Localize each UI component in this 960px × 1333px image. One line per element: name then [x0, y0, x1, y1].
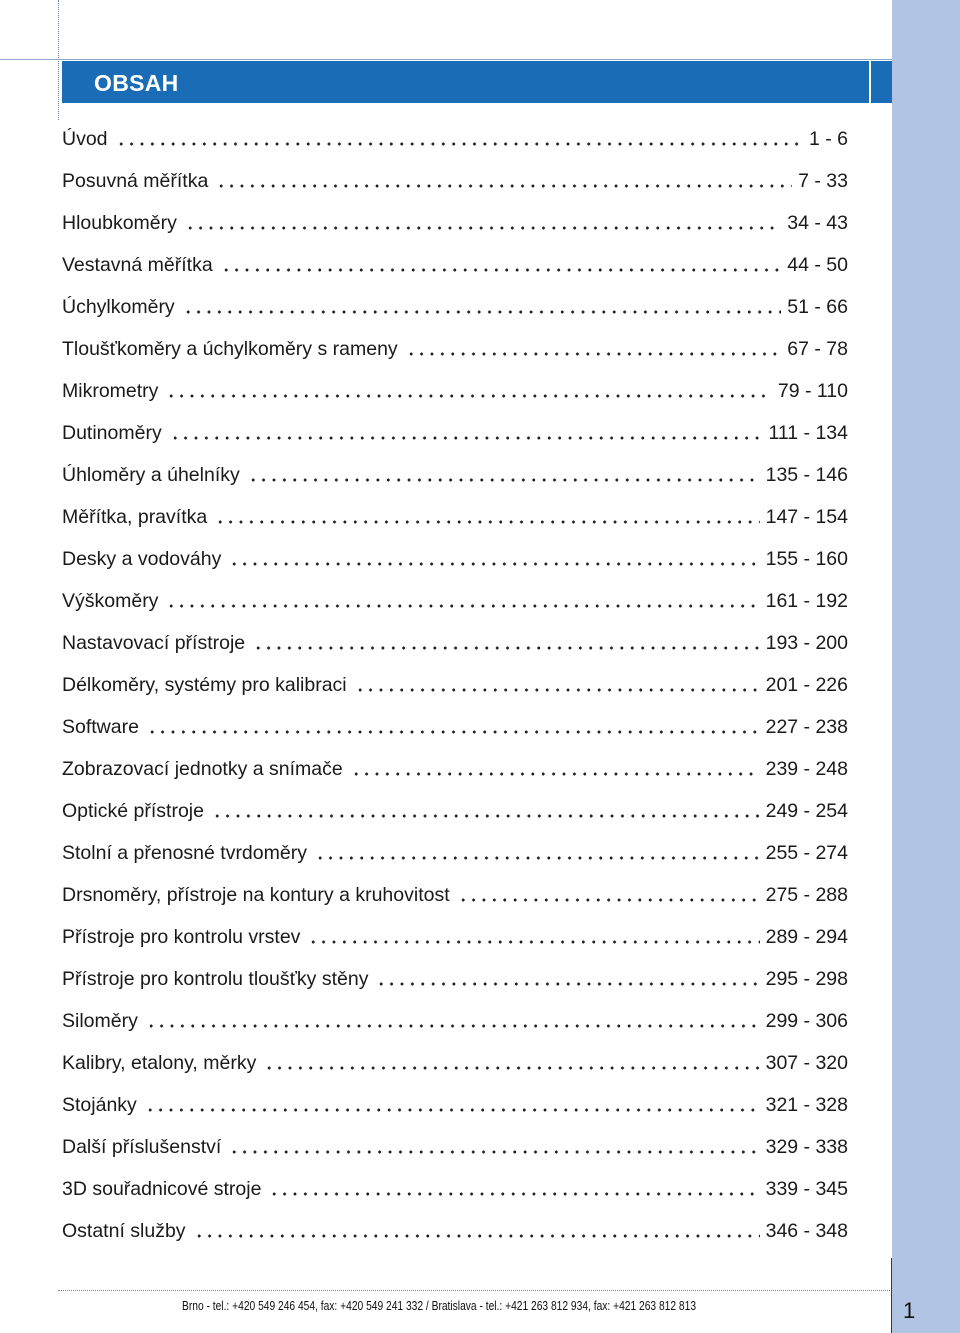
toc-entry-pages: 339 - 345 [765, 1177, 848, 1200]
toc-entry-title: Ostatní služby [62, 1219, 186, 1242]
toc-entry-title: Úhloměry a úhelníky [62, 463, 240, 486]
toc-entry [62, 958, 848, 1000]
toc-entry-title: Optické přístroje [62, 799, 204, 822]
toc-entry-title: Další příslušenství [62, 1135, 222, 1158]
toc-dot-leader [146, 1023, 760, 1029]
toc-entry-pages: 255 - 274 [765, 841, 848, 864]
toc-entry-pages: 67 - 78 [787, 337, 848, 360]
toc-entry [62, 286, 848, 328]
toc-entry-pages: 346 - 348 [765, 1219, 848, 1242]
toc-dot-leader [264, 1065, 759, 1071]
toc-entry-pages: 111 - 134 [768, 421, 848, 444]
toc-entry-title: Desky a vodováhy [62, 547, 222, 570]
toc-entry [62, 454, 848, 496]
toc-entry-pages: 135 - 146 [765, 463, 848, 486]
toc-dot-leader [315, 855, 760, 861]
toc-dot-leader [183, 309, 782, 315]
toc-entry [62, 412, 848, 454]
toc-entry [62, 202, 848, 244]
footer-contact: Brno - tel.: +420 549 246 454, fax: +420 549 241 332 / Bratislava - tel.: +421 263 812 934, fax: +421 263 812 813 [182, 1299, 697, 1313]
toc-dot-leader [351, 771, 760, 777]
toc-entry-pages: 299 - 306 [765, 1009, 848, 1032]
toc-entry-title: Mikrometry [62, 379, 159, 402]
toc-entry-pages: 44 - 50 [787, 253, 848, 276]
toc-entry-pages: 79 - 110 [777, 379, 848, 402]
toc-dot-leader [194, 1233, 760, 1239]
section-header-bar-end [871, 61, 892, 103]
toc-entry-pages: 239 - 248 [765, 757, 848, 780]
toc-entry-title: Přístroje pro kontrolu tloušťky stěny [62, 967, 369, 990]
toc-entry [62, 706, 848, 748]
side-color-band [892, 0, 960, 1333]
toc-entry [62, 118, 848, 160]
toc-entry-pages: 155 - 160 [765, 547, 848, 570]
toc-dot-leader [212, 813, 760, 819]
toc-entry-pages: 227 - 238 [765, 715, 848, 738]
table-of-contents [62, 118, 848, 1252]
toc-entry-title: Dutinoměry [62, 421, 162, 444]
toc-entry-title: Siloměry [62, 1009, 138, 1032]
footer-separator [891, 1258, 892, 1333]
toc-dot-leader [229, 1149, 759, 1155]
toc-entry-pages: 249 - 254 [765, 799, 848, 822]
toc-dot-leader [166, 393, 771, 399]
toc-dot-leader [269, 1191, 759, 1197]
toc-entry-title: Výškoměry [62, 589, 159, 612]
toc-entry [62, 1084, 848, 1126]
toc-entry-title: Drsnoměry, přístroje na kontury a kruhovitost [62, 883, 450, 906]
toc-entry [62, 916, 848, 958]
toc-entry-pages: 329 - 338 [765, 1135, 848, 1158]
margin-guide-line [58, 0, 59, 120]
toc-entry [62, 790, 848, 832]
toc-entry-title: Vestavná měřítka [62, 253, 213, 276]
toc-entry [62, 622, 848, 664]
toc-dot-leader [229, 561, 759, 567]
toc-entry [62, 1126, 848, 1168]
toc-entry [62, 328, 848, 370]
toc-entry-pages: 289 - 294 [765, 925, 848, 948]
toc-entry [62, 496, 848, 538]
toc-entry-pages: 161 - 192 [765, 589, 848, 612]
toc-entry [62, 748, 848, 790]
toc-entry-title: Software [62, 715, 139, 738]
page-title: OBSAH [94, 70, 179, 96]
toc-dot-leader [215, 519, 759, 525]
toc-entry-title: Nastavovací přístroje [62, 631, 246, 654]
toc-entry-pages: 147 - 154 [765, 505, 848, 528]
toc-entry [62, 874, 848, 916]
toc-entry-title: Kalibry, etalony, měrky [62, 1051, 257, 1074]
toc-entry-title: Posuvná měřítka [62, 169, 209, 192]
toc-dot-leader [458, 897, 760, 903]
toc-entry [62, 244, 848, 286]
toc-dot-leader [355, 687, 760, 693]
toc-entry-title: Přístroje pro kontrolu vrstev [62, 925, 301, 948]
toc-dot-leader [147, 729, 760, 735]
toc-entry [62, 538, 848, 580]
toc-entry-title: Hloubkoměry [62, 211, 177, 234]
toc-entry [62, 1168, 848, 1210]
toc-entry-title: Úvod [62, 127, 108, 150]
toc-dot-leader [221, 267, 782, 273]
toc-entry [62, 370, 848, 412]
toc-dot-leader [185, 225, 781, 231]
toc-entry [62, 1042, 848, 1084]
toc-entry-title: Stolní a přenosné tvrdoměry [62, 841, 307, 864]
toc-entry-pages: 193 - 200 [765, 631, 848, 654]
toc-entry-title: Úchylkoměry [62, 295, 175, 318]
toc-dot-leader [170, 435, 763, 441]
footer-divider [58, 1290, 892, 1291]
toc-entry-pages: 51 - 66 [787, 295, 848, 318]
toc-dot-leader [166, 603, 759, 609]
toc-entry [62, 1000, 848, 1042]
section-header-bar [62, 61, 869, 103]
toc-entry-title: Tloušťkoměry a úchylkoměry s rameny [62, 337, 398, 360]
toc-entry [62, 832, 848, 874]
toc-entry-pages: 201 - 226 [765, 673, 848, 696]
toc-entry-title: Zobrazovací jednotky a snímače [62, 757, 343, 780]
toc-dot-leader [253, 645, 759, 651]
toc-dot-leader [376, 981, 759, 987]
toc-entry-pages: 321 - 328 [765, 1093, 848, 1116]
top-rule [0, 59, 892, 60]
toc-entry [62, 580, 848, 622]
toc-entry-pages: 7 - 33 [798, 169, 848, 192]
toc-entry-title: Měřítka, pravítka [62, 505, 208, 528]
toc-entry-title: Délkoměry, systémy pro kalibraci [62, 673, 347, 696]
toc-entry-title: 3D souřadnicové stroje [62, 1177, 262, 1200]
toc-dot-leader [216, 183, 792, 189]
toc-entry-pages: 1 - 6 [808, 127, 848, 150]
toc-entry [62, 664, 848, 706]
toc-dot-leader [145, 1107, 760, 1113]
toc-dot-leader [248, 477, 760, 483]
toc-entry-pages: 307 - 320 [765, 1051, 848, 1074]
toc-dot-leader [308, 939, 759, 945]
page-number: 1 [903, 1298, 916, 1323]
toc-dot-leader [116, 141, 803, 147]
toc-entry-pages: 34 - 43 [787, 211, 848, 234]
toc-entry [62, 160, 848, 202]
toc-entry-pages: 295 - 298 [765, 967, 848, 990]
toc-dot-leader [406, 351, 782, 357]
toc-entry-pages: 275 - 288 [765, 883, 848, 906]
toc-entry [62, 1210, 848, 1252]
toc-entry-title: Stojánky [62, 1093, 137, 1116]
